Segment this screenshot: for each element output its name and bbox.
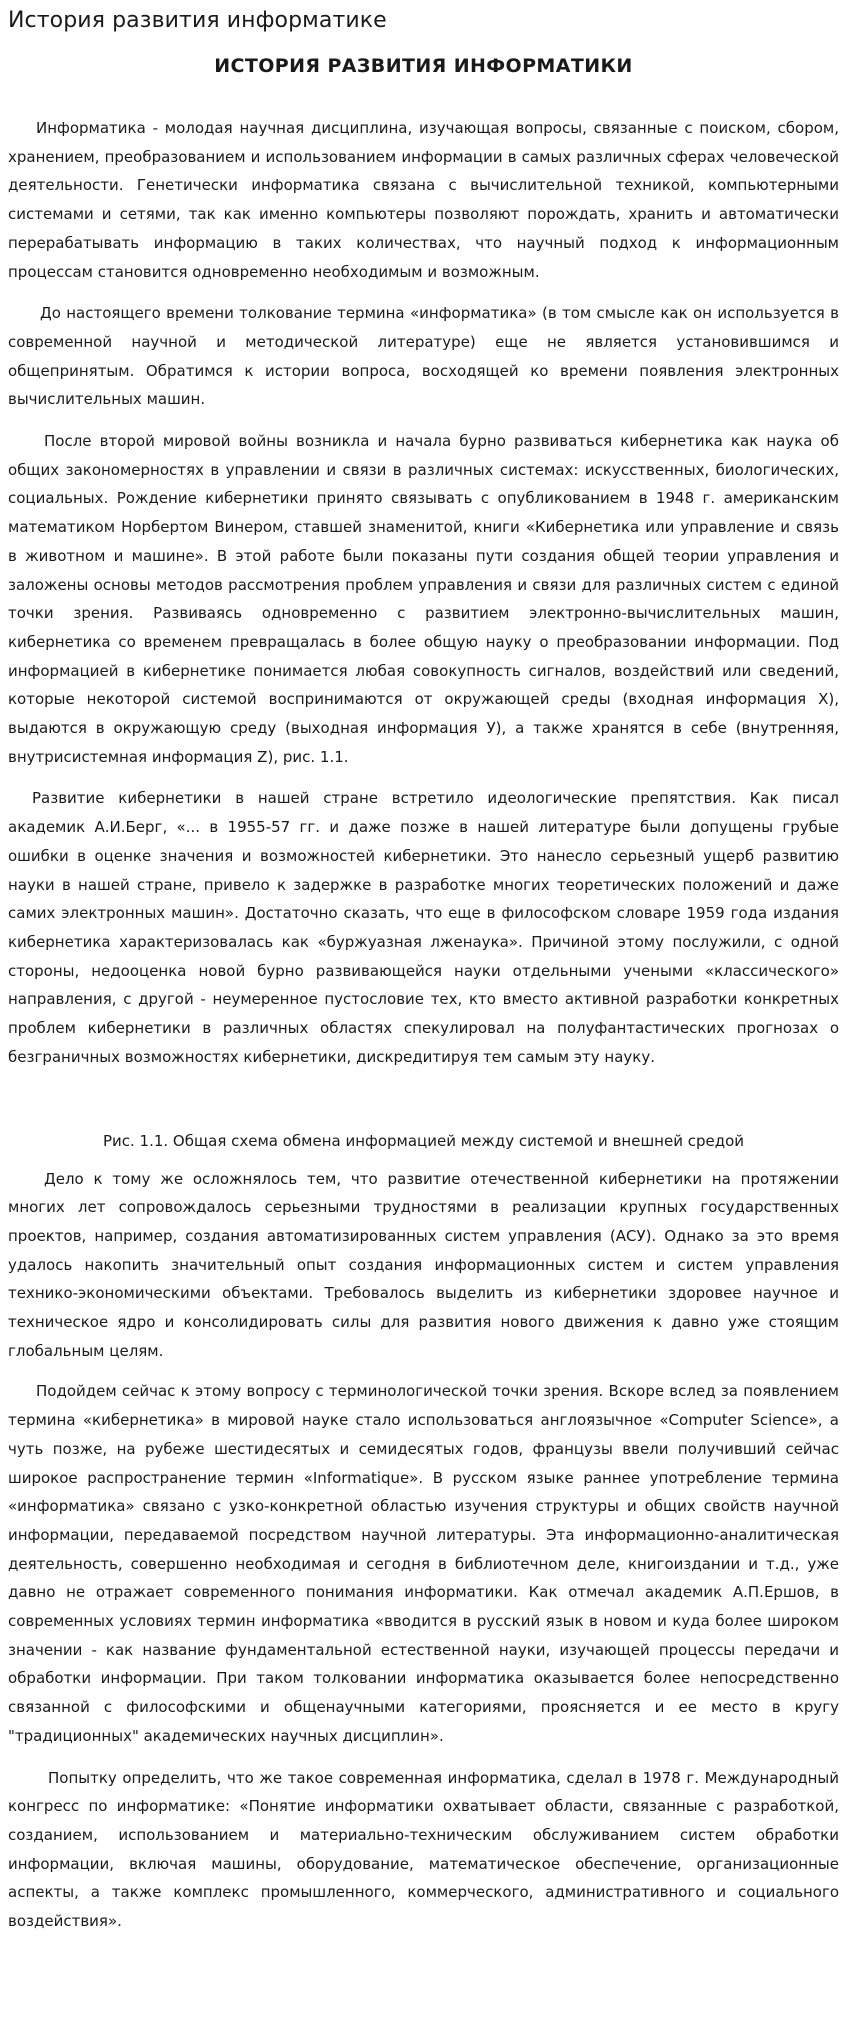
document-heading: ИСТОРИЯ РАЗВИТИЯ ИНФОРМАТИКИ <box>214 55 633 77</box>
paragraph-intro <box>8 114 839 286</box>
paragraph-congress-definition <box>8 1764 839 1936</box>
paragraph-cybernetics-origin <box>8 427 839 771</box>
paragraph-text: Попытку определить, что же такое современная информатика, сделал в 1978 г. Международный конгресс по информатике: «Понятие информатики охватывает области, связанные с разработкой, созданием, использованием и материально-техническим обслуживанием систем обработки информации, включая машины, оборудование, математическое обеспечение, организационные аспекты, а также комплекс промышленного, коммерческого, административного и социального воздействия». <box>8 1768 839 1931</box>
paragraph-text: После второй мировой войны возникла и начала бурно развиваться кибернетика как наука об общих закономерностях в управлении и связи в различных системах: искусственных, биологических, социальных. Рождение кибернетики принято связывать с опубликованием в 1948 г. американским математиком Норбертом Винером, ставшей знаменитой, книги «Кибернетика или управление и связь в животном и машине». В этой работе были показаны пути создания общей теории управления и заложены основы методов рассмотрения проблем управления и связи для различных систем с единой точки зрения. Развиваясь одновременно с развитием электронно-вычислительных машин, кибернетика со временем превращалась в более общую науку о преобразовании информации. Под информацией в кибернетике понимается любая совокупность сигналов, воздействий или сведений, которые некоторой системой воспринимаются от окружающей среды (входная информация X), выдаются в окружающую среду (выходная информация У), а также хранятся в себе (внутренняя, внутрисистемная информация Z), рис. 1.1. <box>8 432 839 766</box>
paragraph-text: Подойдем сейчас к этому вопросу с терминологической точки зрения. Вскоре вслед за появлением термина «кибернетика» в мировой науке стало использоваться англоязычное «Computer Science», а чуть позже, на рубеже шестидесятых и семидесятых годов, французы ввели получивший сейчас широкое распространение термин «Informatique». В русском языке раннее употребление термина «информатика» связано с узко-конкретной областью изучения структуры и общих свойств научной информации, передаваемой посредством научной литературы. Эта информационно-аналитическая деятельность, совершенно необходимая и сегодня в библиотечном деле, книгоиздании и т.д., уже давно не отражает современного понимания информатики. Как отмечал академик А.П.Ершов, в современных условиях термин информатика «вводится в русский язык в новом и куда более широком значении - как название фундаментальной естественной науки, изучающей процессы передачи и обработки информации. При таком толковании информатика оказывается более непосредственно связанной с философскими и общенаучными категориями, проясняется и ее место в кругу "традиционных" академических научных дисциплин». <box>8 1382 839 1745</box>
paragraph-term-definition <box>8 299 839 414</box>
paragraph-text: До настоящего времени толкование термина «информатика» (в том смысле как он используется в современной научной и методической литературе) еще не является установившимся и общепринятым. Обратимся к истории вопроса, восходящей ко времени появления электронных вычислительных машин. <box>8 304 839 409</box>
paragraph-text: Развитие кибернетики в нашей стране встретило идеологические препятствия. Как писал академик А.И.Берг, «... в 1955-57 гг. и даже позже в нашей литературе были допущены грубые ошибки в оценке значения и возможностей кибернетики. Это нанесло серьезный ущерб развитию науки в нашей стране, привело к задержке в разработке многих теоретических положений и даже самих электронных машин». Достаточно сказать, что еще в философском словаре 1959 года издания кибернетика характеризовалась как «буржуазная лженаука». Причиной этому послужили, с одной стороны, недооценка новой бурно развивающейся науки отдельными учеными «классического» направления, с другой - неумеренное пустословие тех, кто вместо активной разработки конкретных проблем кибернетики в различных областях спекулировал на полуфантастических прогнозах о безграничных возможностях кибернетики, дискредитируя тем самым эту науку. <box>8 789 839 1066</box>
document-body <box>0 114 847 1936</box>
paragraph-text: Информатика - молодая научная дисциплина, изучающая вопросы, связанные с поиском, сбором, хранением, преобразованием и использованием информации в самых различных сферах человеческой деятельности. Генетически информатика связана с вычислительной техникой, компьютерными системами и сетями, так как именно компьютеры позволяют порождать, хранить и автоматически перерабатывать информацию в таких количествах, что научный подход к информационным процессам становится одновременно необходимым и возможным. <box>8 119 839 281</box>
paragraph-text: Дело к тому же осложнялось тем, что развитие отечественной кибернетики на протяжении многих лет сопровождалось серьезными трудностями в реализации крупных государственных проектов, например, создания автоматизированных систем управления (АСУ). Однако за это время удалось накопить значительный опыт создания информационных систем и систем управления технико-экономическими объектами. Требовалось выделить из кибернетики здоровее научное и техническое ядро и консолидировать силы для развития нового движения к давно уже стоящим глобальным целям. <box>8 1169 839 1360</box>
paragraph-terminology <box>8 1377 839 1750</box>
paragraph-cybernetics-ussr <box>8 784 839 1071</box>
figure-caption: Рис. 1.1. Общая схема обмена информацией между системой и внешней средой <box>102 1131 745 1150</box>
paragraph-asu <box>8 1165 839 1366</box>
page-title: История развития информатике <box>8 8 387 33</box>
